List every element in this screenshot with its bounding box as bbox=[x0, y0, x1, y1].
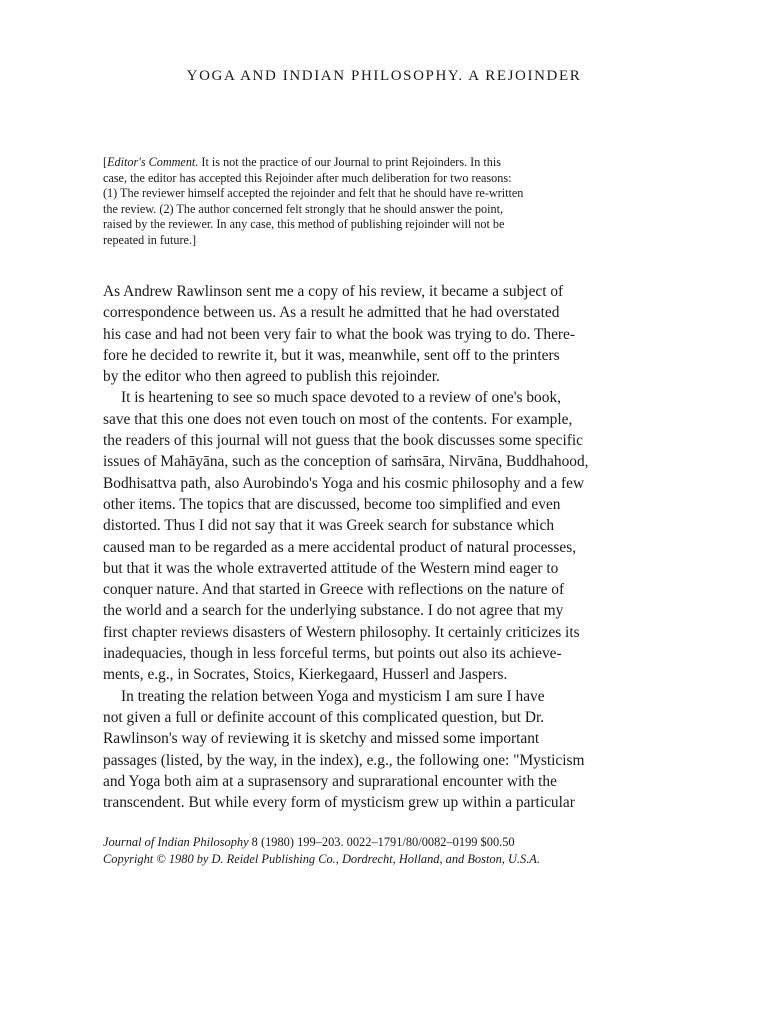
editor-comment-line: (1) The reviewer himself accepted the rejoinder and felt that he should have re-written bbox=[103, 186, 524, 201]
body-line: As Andrew Rawlinson sent me a copy of his review, it became a subject of bbox=[103, 283, 564, 300]
editor-comment-text: It is not the practice of our Journal to print Rejoinders. In this bbox=[198, 155, 501, 169]
editor-comment bbox=[103, 155, 643, 249]
citation-line bbox=[103, 834, 663, 851]
open-bracket: [ bbox=[103, 155, 108, 169]
citation-details: 8 (1980) 199–203. 0022–1791/80/0082–0199 $00.50 bbox=[248, 835, 515, 849]
journal-name: Journal of Indian Philosophy bbox=[103, 835, 249, 849]
body-line: save that this one does not even touch on most of the contents. For example, bbox=[103, 410, 573, 428]
editor-comment-line: repeated in future.] bbox=[103, 232, 197, 247]
body-line: inadequacies, though in less forceful terms, but points out also its achieve- bbox=[103, 645, 562, 663]
body-line: by the editor who then agreed to publish this rejoinder. bbox=[103, 368, 440, 386]
body-line: In treating the relation between Yoga and mysticism I am sure I have bbox=[121, 687, 545, 705]
body-line: his case and had not been very fair to what the book was trying to do. There- bbox=[103, 325, 575, 343]
article-body bbox=[103, 281, 663, 813]
body-line: It is heartening to see so much space devoted to a review of one's book, bbox=[121, 389, 561, 407]
body-line: correspondence between us. As a result he admitted that he had overstated bbox=[103, 304, 560, 322]
body-line: Bodhisattva path, also Aurobindo's Yoga and his cosmic philosophy and a few bbox=[103, 474, 585, 492]
body-line: passages (listed, by the way, in the index), e.g., the following one: "Mysticism bbox=[103, 751, 585, 769]
body-line: distorted. Thus I did not say that it was Greek search for substance which bbox=[103, 517, 555, 535]
body-line: but that it was the whole extraverted attitude of the Western mind eager to bbox=[103, 559, 559, 577]
body-line: not given a full or definite account of this complicated question, but Dr. bbox=[103, 708, 545, 726]
body-line: caused man to be regarded as a mere accidental product of natural processes, bbox=[103, 538, 577, 556]
body-line: Rawlinson's way of reviewing it is sketchy and missed some important bbox=[103, 730, 540, 748]
editor-comment-line: the review. (2) The author concerned felt strongly that he should answer the point, bbox=[103, 201, 504, 216]
body-line: and Yoga both aim at a suprasensory and suprarational encounter with the bbox=[103, 772, 557, 790]
body-line: issues of Mahāyāna, such as the conception of saṁsāra, Nirvāna, Buddhahood, bbox=[103, 453, 589, 471]
body-line: conquer nature. And that started in Greece with reflections on the nature of bbox=[103, 581, 565, 599]
body-line: other items. The topics that are discussed, become too simplified and even bbox=[103, 495, 561, 513]
body-line: fore he decided to rewrite it, but it was, meanwhile, sent off to the printers bbox=[103, 346, 560, 364]
copyright-line: Copyright © 1980 by D. Reidel Publishing Co., Dordrecht, Holland, and Boston, U.S.A. bbox=[103, 852, 540, 866]
article-title: YOGA AND INDIAN PHILOSOPHY. A REJOINDER bbox=[186, 68, 582, 84]
body-line: the readers of this journal will not guess that the book discusses some specific bbox=[103, 432, 584, 450]
body-line: transcendent. But while every form of mysticism grew up within a particular bbox=[103, 794, 575, 812]
editor-comment-line: case, the editor has accepted this Rejoinder after much deliberation for two reasons: bbox=[103, 170, 512, 185]
editor-comment-line: raised by the reviewer. In any case, this method of publishing rejoinder will not be bbox=[103, 217, 505, 232]
body-line: the world and a search for the underlying substance. I do not agree that my bbox=[103, 602, 564, 620]
body-line: ments, e.g., in Socrates, Stoics, Kierkegaard, Husserl and Jaspers. bbox=[103, 666, 508, 684]
editor-comment-label: Editor's Comment. bbox=[107, 155, 199, 169]
citation-footer bbox=[103, 834, 663, 868]
body-line: first chapter reviews disasters of Western philosophy. It certainly criticizes its bbox=[103, 623, 580, 641]
editor-comment-line bbox=[103, 155, 643, 171]
